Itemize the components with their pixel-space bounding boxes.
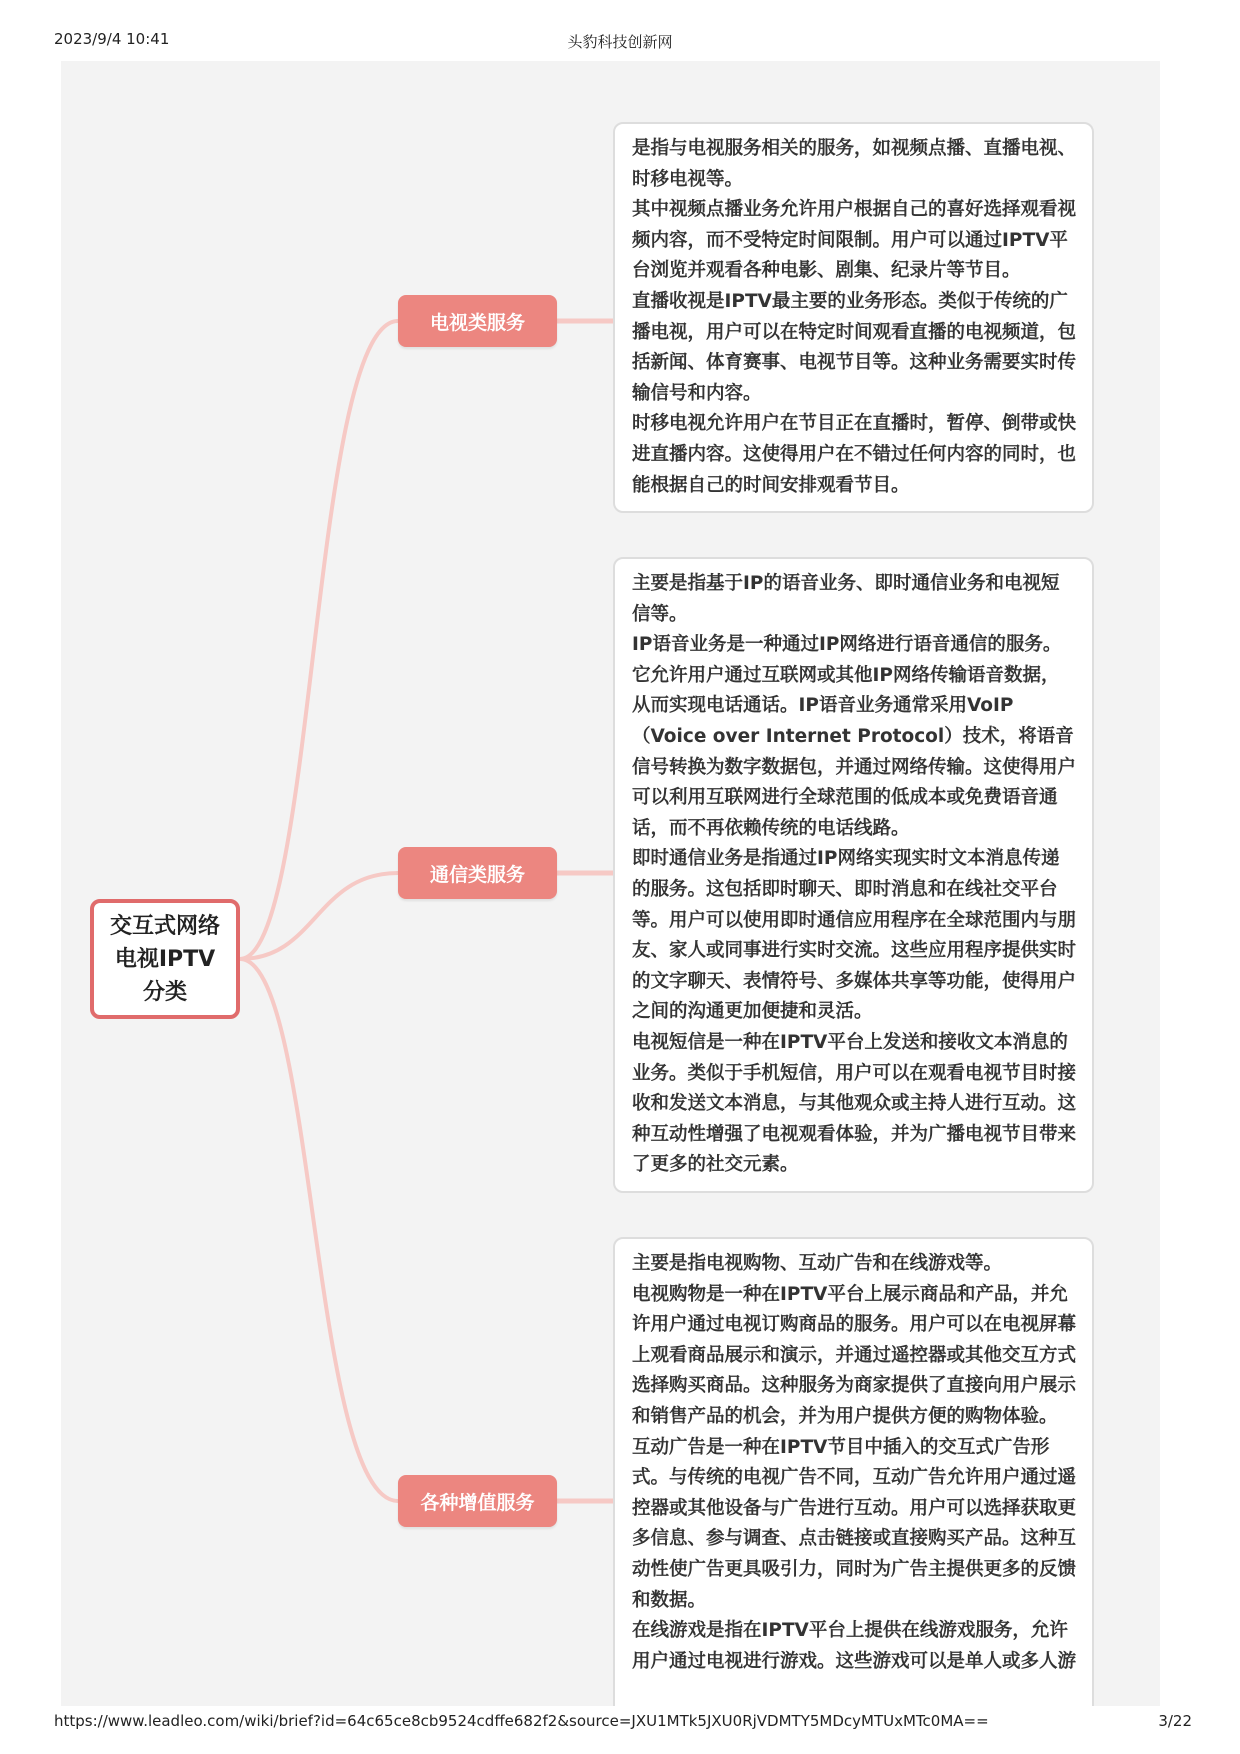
card-paragraph: 直播收视是IPTV最主要的业务形态。类似于传统的广播电视，用户可以在特定时间观看直播的电视频道，包括新闻、体育赛事、电视节目等。这种业务需要实时传输信号和内容。: [632, 290, 1077, 404]
root-label: 交互式网络电视IPTV分类: [109, 913, 220, 1005]
branch-value-added-services[interactable]: [398, 1475, 557, 1527]
card-paragraph: 即时通信业务是指通过IP网络实现实时文本消息传递的服务。这包括即时聊天、即时消息和在线社交平台等。用户可以使用即时通信应用程序在全球范围内与朋友、家人或同事进行实时交流。这些应用程序提供实时的文字聊天、表情符号、多媒体共享等功能，使得用户之间的沟通更加便捷和灵活。: [632, 848, 1077, 1023]
card-paragraph: 电视购物是一种在IPTV平台上展示商品和产品，并允许用户通过电视订购商品的服务。用户可以在电视屏幕上观看商品展示和演示，并通过遥控器或其他交互方式选择购买商品。这种服务为商家提供了直接向用户展示和销售产品的机会，并为用户提供方便的购物体验。: [632, 1283, 1077, 1427]
branch-communication-services[interactable]: [398, 847, 557, 899]
card-paragraph: IP语音业务是一种通过IP网络进行语音通信的服务。它允许用户通过互联网或其他IP网络传输语音数据，从而实现电话通话。IP语音业务通常采用VoIP（Voice over Internet Protocol）技术，将语音信号转换为数字数据包，并通过网络传输。这使得用户可以利用互联网进行全球范围的低成本或免费语音通话，而不再依赖传统的电话线路。: [632, 634, 1077, 839]
card-paragraph: 互动广告是一种在IPTV节目中插入的交互式广告形式。与传统的电视广告不同，互动广告允许用户通过遥控器或其他设备与广告进行互动。用户可以选择获取更多信息、参与调查、点击链接或直接购买产品。这种互动性使广告更具吸引力，同时为广告主提供更多的反馈和数据。: [632, 1436, 1077, 1611]
card-paragraph: 主要是指基于IP的语音业务、即时通信业务和电视短信等。: [632, 573, 1060, 625]
branch-tv-services[interactable]: [398, 295, 557, 347]
page-number: 3/22: [1158, 1712, 1192, 1730]
detail-card-tv-services: [613, 122, 1094, 513]
connector-root-tv: [240, 321, 398, 959]
connector-root-comm: [240, 873, 398, 959]
branch-label: 各种增值服务: [420, 1491, 535, 1514]
card-paragraph: 是指与电视服务相关的服务，如视频点播、直播电视、时移电视等。: [632, 138, 1077, 190]
card-paragraph: 其中视频点播业务允许用户根据自己的喜好选择观看视频内容，而不受特定时间限制。用户可以通过IPTV平台浏览并观看各种电影、剧集、纪录片等节目。: [632, 199, 1077, 282]
root-node[interactable]: [90, 899, 240, 1019]
source-url[interactable]: https://www.leadleo.com/wiki/brief?id=64c65ce8cb9524cdffe682f2&source=JXU1MTk5JXU0RjVDMTY5MDcyMTUxMTc0MA==: [54, 1712, 989, 1730]
connector-root-vas: [240, 959, 398, 1501]
card-paragraph: 在线游戏是指在IPTV平台上提供在线游戏服务，允许用户通过电视进行游戏。这些游戏可以是单人或多人游: [632, 1620, 1077, 1672]
site-title: 头豹科技创新网: [567, 33, 673, 51]
card-paragraph: 主要是指电视购物、互动广告和在线游戏等。: [632, 1253, 1003, 1274]
branch-label: 通信类服务: [429, 863, 525, 886]
print-date: 2023/9/4 10:41: [54, 30, 170, 48]
detail-card-value-added-services: [613, 1237, 1094, 1706]
card-paragraph: 时移电视允许用户在节目正在直播时，暂停、倒带或快进直播内容。这使得用户在不错过任何内容的同时，也能根据自己的时间安排观看节目。: [632, 413, 1077, 496]
mindmap-canvas: [61, 61, 1160, 1706]
branch-label: 电视类服务: [429, 311, 525, 334]
detail-card-communication-services: [613, 557, 1094, 1193]
card-paragraph: 电视短信是一种在IPTV平台上发送和接收文本消息的业务。类似于手机短信，用户可以在观看电视节目时接收和发送文本消息，与其他观众或主持人进行互动。这种互动性增强了电视观看体验，并为广播电视节目带来了更多的社交元素。: [632, 1031, 1077, 1176]
